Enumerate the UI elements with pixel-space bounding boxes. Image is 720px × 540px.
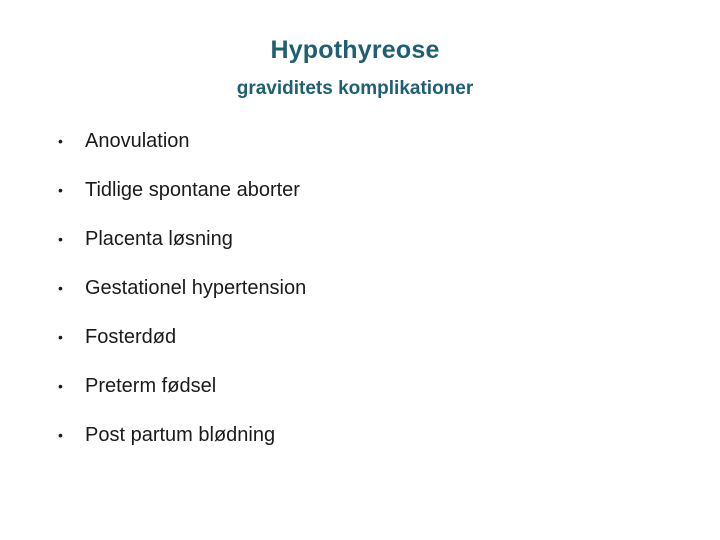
- bullet-text: Gestationel hypertension: [85, 277, 307, 299]
- slide-title: Hypothyreose: [270, 36, 440, 64]
- bullet-text: Preterm fødsel: [85, 375, 217, 397]
- bullet-text: Placenta løsning: [85, 228, 233, 250]
- bullet-icon: •: [58, 427, 63, 443]
- slide-subtitle: graviditets komplikationer: [236, 78, 474, 99]
- bullet-icon: •: [58, 329, 63, 345]
- bullet-icon: •: [58, 280, 63, 296]
- bullet-item-early-abortion: [56, 175, 306, 224]
- bullet-item-preterm-birth: [56, 371, 306, 420]
- bullet-text: Fosterdød: [85, 326, 177, 348]
- bullet-icon: •: [58, 182, 63, 198]
- bullet-icon: •: [58, 378, 63, 394]
- bullet-item-gestational-hypertension: [56, 273, 306, 322]
- bullet-item-postpartum-hemorrhage: [56, 420, 306, 469]
- bullet-icon: •: [58, 133, 63, 149]
- bullet-text: Anovulation: [85, 130, 190, 152]
- bullet-text: Post partum blødning: [85, 424, 276, 446]
- bullet-icon: •: [58, 231, 63, 247]
- bullet-item-placental-abruption: [56, 224, 306, 273]
- bullet-text: Tidlige spontane aborter: [85, 179, 300, 201]
- bullet-item-anovulation: [56, 126, 306, 175]
- bullet-item-fetal-death: [56, 322, 306, 371]
- bullet-list: [56, 126, 306, 469]
